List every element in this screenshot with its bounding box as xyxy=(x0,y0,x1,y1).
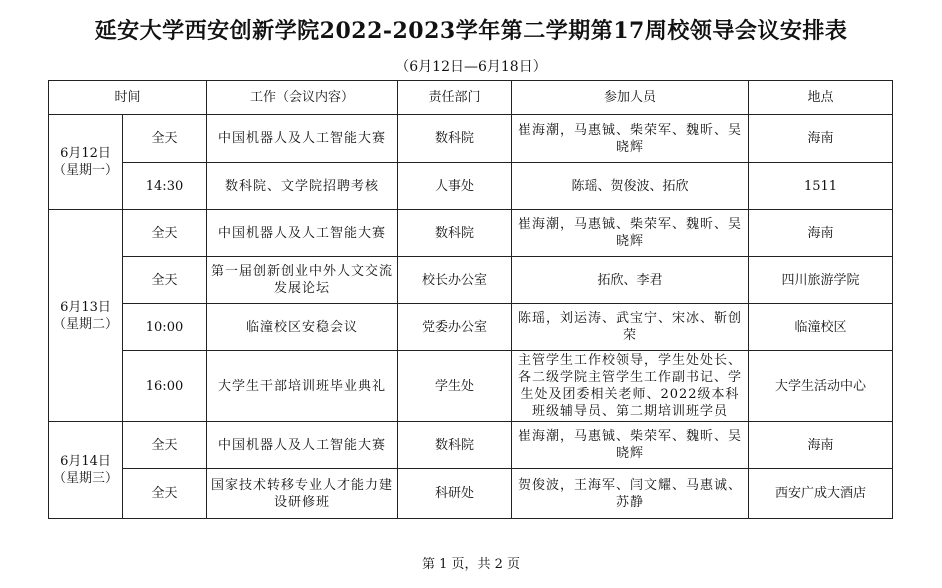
work-cell: 中国机器人及人工智能大赛 xyxy=(207,422,398,469)
work-cell: 临潼校区安稳会议 xyxy=(207,304,398,351)
place-cell: 西安广成大酒店 xyxy=(749,469,893,519)
place-cell: 1511 xyxy=(749,163,893,210)
time-cell: 14:30 xyxy=(123,163,207,210)
people-cell: 贺俊波，王海军、闫文耀、马惠诚、苏静 xyxy=(512,469,749,519)
table-row xyxy=(49,115,893,163)
work-cell: 中国机器人及人工智能大赛 xyxy=(207,210,398,257)
time-cell: 10:00 xyxy=(123,304,207,351)
table-row xyxy=(49,469,893,519)
table-row xyxy=(49,210,893,257)
people-cell: 主管学生工作校领导，学生处处长、各二级学院主管学生工作副书记、学生处及团委相关老师、2022级本科班级辅导员、第二期培训班学员 xyxy=(512,351,749,422)
time-cell: 16:00 xyxy=(123,351,207,422)
col-header-dept: 责任部门 xyxy=(398,81,512,115)
people-cell: 崔海潮，马惠铖、柴荣军、魏昕、吴晓辉 xyxy=(512,210,749,257)
dept-cell: 校长办公室 xyxy=(398,257,512,304)
day-weekday: （星期一） xyxy=(52,163,118,178)
day-weekday: （星期三） xyxy=(52,471,118,486)
table-row xyxy=(49,163,893,210)
work-cell: 中国机器人及人工智能大赛 xyxy=(207,115,398,163)
table-row xyxy=(49,351,893,422)
day-cell xyxy=(49,422,123,519)
place-cell: 海南 xyxy=(749,422,893,469)
people-cell: 崔海潮，马惠铖、柴荣军、魏昕、吴晓辉 xyxy=(512,422,749,469)
dept-cell: 学生处 xyxy=(398,351,512,422)
people-cell: 崔海潮，马惠铖、柴荣军、魏昕、吴晓辉 xyxy=(512,115,749,163)
place-cell: 海南 xyxy=(749,210,893,257)
dept-cell: 科研处 xyxy=(398,469,512,519)
people-cell: 陈瑶、贺俊波、拓欣 xyxy=(512,163,749,210)
schedule-table xyxy=(48,80,893,519)
day-date: 6月14日 xyxy=(60,454,111,469)
day-cell xyxy=(49,210,123,422)
place-cell: 临潼校区 xyxy=(749,304,893,351)
dept-cell: 数科院 xyxy=(398,422,512,469)
dept-cell: 党委办公室 xyxy=(398,304,512,351)
day-weekday: （星期二） xyxy=(52,316,118,332)
header-row xyxy=(49,81,893,115)
col-header-place: 地点 xyxy=(749,81,893,115)
dept-cell: 人事处 xyxy=(398,163,512,210)
time-cell: 全天 xyxy=(123,210,207,257)
place-cell: 四川旅游学院 xyxy=(749,257,893,304)
table-row xyxy=(49,257,893,304)
day-date: 6月13日 xyxy=(60,299,111,315)
page-number: 第 1 页，共 2 页 xyxy=(421,557,521,572)
col-header-time: 时间 xyxy=(49,81,207,115)
page-title: 延安大学西安创新学院2022-2023学年第二学期第17周校领导会议安排表 xyxy=(94,18,848,44)
work-cell: 数科院、文学院招聘考核 xyxy=(207,163,398,210)
dept-cell: 数科院 xyxy=(398,115,512,163)
work-cell: 第一届创新创业中外人文交流发展论坛 xyxy=(207,257,398,304)
table-row xyxy=(49,304,893,351)
people-cell: 拓欣、李君 xyxy=(512,257,749,304)
col-header-people: 参加人员 xyxy=(512,81,749,115)
people-cell: 陈瑶，刘运涛、武宝宁、宋冰、靳创荣 xyxy=(512,304,749,351)
dept-cell: 数科院 xyxy=(398,210,512,257)
place-cell: 大学生活动中心 xyxy=(749,351,893,422)
day-date: 6月12日 xyxy=(60,146,111,161)
table-row xyxy=(49,422,893,469)
time-cell: 全天 xyxy=(123,469,207,519)
place-cell: 海南 xyxy=(749,115,893,163)
time-cell: 全天 xyxy=(123,257,207,304)
col-header-work: 工作（会议内容） xyxy=(207,81,398,115)
time-cell: 全天 xyxy=(123,115,207,163)
time-cell: 全天 xyxy=(123,422,207,469)
date-range: （6月12日—6月18日） xyxy=(395,59,547,75)
work-cell: 大学生干部培训班毕业典礼 xyxy=(207,351,398,422)
work-cell: 国家技术转移专业人才能力建设研修班 xyxy=(207,469,398,519)
day-cell xyxy=(49,115,123,210)
